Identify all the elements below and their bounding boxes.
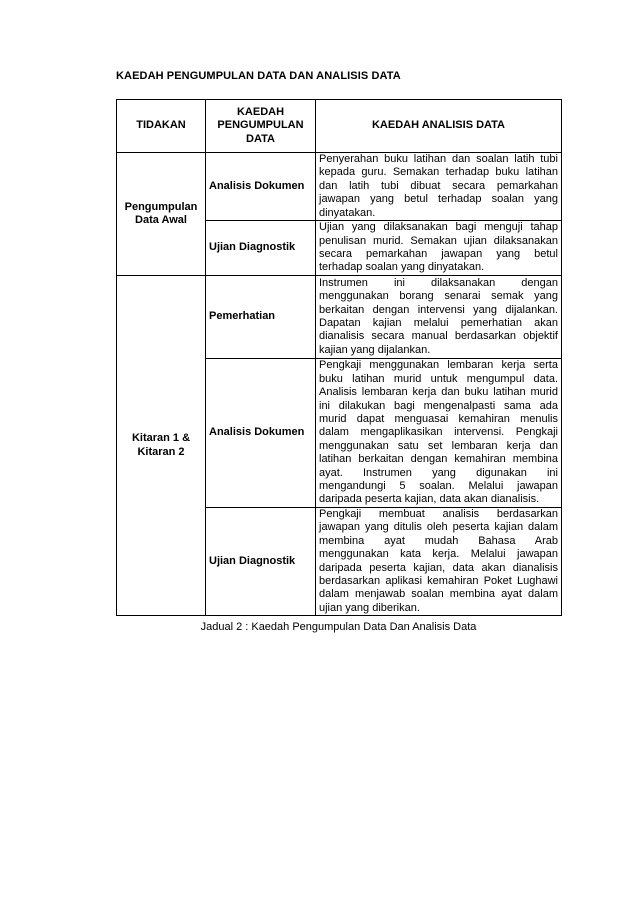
table-row [117, 153, 562, 221]
phase-label: Pengumpulan Data Awal [117, 153, 206, 276]
phase-label: Kitaran 1 & Kitaran 2 [117, 276, 206, 616]
method-cell: Analisis Dokumen [206, 359, 316, 508]
table-row [117, 276, 562, 359]
analysis-cell: Instrumen ini dilaksanakan dengan menggunakan borang senarai semak yang berkaitan dengan intervensi yang dijalankan. Dapatan kajian melalui pemerhatian akan dianalisis secara manual berdasarkan objektif kajian yang dijalankan. [316, 276, 562, 359]
table-caption: Jadual 2 : Kaedah Pengumpulan Data Dan Analisis Data [200, 621, 477, 633]
header-kaedah-analisis: KAEDAH ANALISIS DATA [316, 100, 562, 153]
methods-table [116, 99, 562, 616]
analysis-cell: Penyerahan buku latihan dan soalan latih tubi kepada guru. Semakan terhadap buku latihan dan latih tubi dibuat secara pemarkahan jawapan yang betul terhadap soalan yang dinyatakan. [316, 153, 562, 221]
analysis-cell: Pengkaji membuat analisis berdasarkan jawapan yang ditulis oleh peserta kajian dalam membina ayat mudah Bahasa Arab menggunakan kata kerja. Melalui jawapan daripada peserta kajian, data akan dianalisis berdasarkan aplikasi kemahiran Poket Lughawi dalam menjawab soalan membina ayat dalam ujian yang diberikan. [316, 508, 562, 616]
method-cell: Ujian Diagnostik [206, 221, 316, 276]
table-header-row [117, 100, 562, 153]
method-cell: Pemerhatian [206, 276, 316, 359]
method-cell: Analisis Dokumen [206, 153, 316, 221]
header-kaedah-pengumpulan: KAEDAH PENGUMPULAN DATA [206, 100, 316, 153]
analysis-cell: Ujian yang dilaksanakan bagi menguji tahap penulisan murid. Semakan ujian dilaksanakan secara pemarkahan jawapan yang betul terhadap soalan yang dinyatakan. [316, 221, 562, 276]
method-cell: Ujian Diagnostik [206, 508, 316, 616]
header-tidakan: TIDAKAN [117, 100, 206, 153]
analysis-cell: Pengkaji menggunakan lembaran kerja serta buku latihan murid untuk mengumpul data. Analisis lembaran kerja dan buku latihan murid ini dilakukan bagi mengenalpasti sama ada murid dapat menguasai kemahiran menulis dalam mengaplikasikan intervensi. Pengkaji menggunakan satu set lembaran kerja dan latihan berkaitan dengan kemahiran membina ayat. Instrumen yang digunakan ini mengandungi 5 soalan. Melalui jawapan daripada peserta kajian, data akan dianalisis. [316, 359, 562, 508]
document-heading: KAEDAH PENGUMPULAN DATA DAN ANALISIS DATA [116, 70, 401, 82]
